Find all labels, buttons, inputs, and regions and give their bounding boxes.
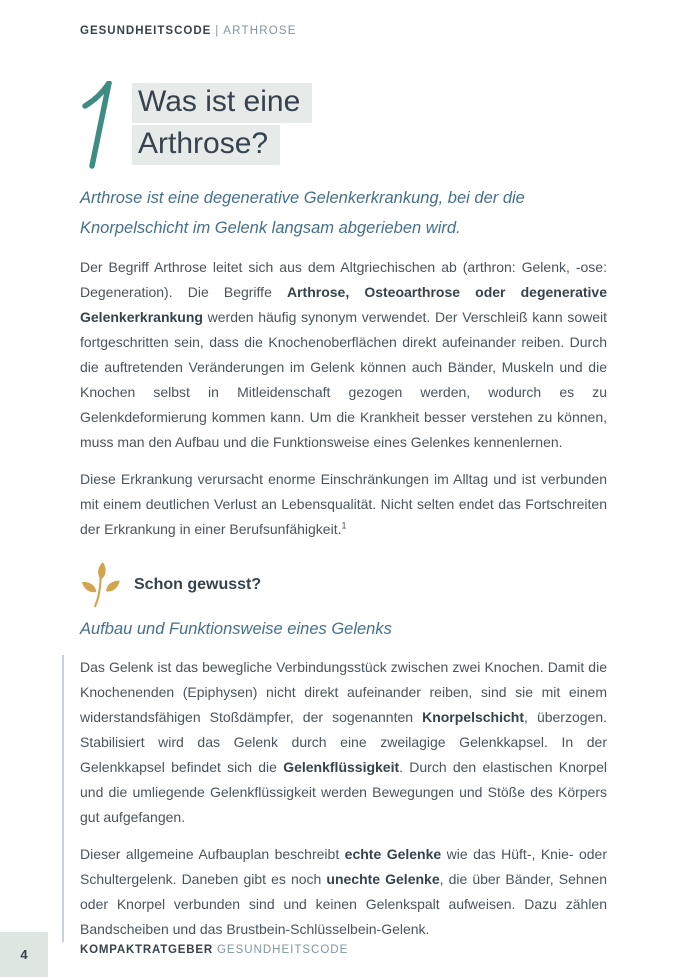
running-footer-brand: KOMPAKTRATGEBER (80, 944, 213, 956)
chapter-title-line-1: Was ist eine (132, 83, 312, 123)
intro-section (80, 255, 607, 542)
chapter-title-line-2: Arthrose? (132, 125, 280, 165)
running-header-brand: GESUNDHEITSCODE (80, 25, 212, 37)
section-subheading: Aufbau und Funktionsweise eines Gelenks (80, 620, 392, 638)
page-number: 4 (20, 947, 28, 962)
running-header-separator: | (215, 25, 220, 37)
running-header (80, 25, 607, 37)
paragraph-intro-1: Der Begriff Arthrose leitet sich aus dem Altgriechischen ab (arthron: Gelenk, -ose: Degeneration). Die Begriffe Arthrose, Osteoarthrose oder degenerative Gelenkerkrankung werden häufig synonym verwendet. Der Verschleiß kann soweit fortgeschritten sein, dass die Knochenoberflächen direkt aufeinander reiben. Durch die auftretenden Veränderungen im Gelenk können auch Bänder, Muskeln und die Knochen selbst in Mitleidenschaft gezogen werden, wodurch es zu Gelenkdeformierung kommen kann. Um die Krankheit besser verstehen zu können, muss man den Aufbau und die Funktionsweise eines Gelenkes kennenlernen. (80, 259, 607, 450)
chapter-title (138, 81, 312, 169)
running-footer-series: GESUNDHEITSCODE (216, 944, 349, 956)
paragraph-info-2: Dieser allgemeine Aufbauplan beschreibt echte Gelenke wie das Hüft-, Knie- oder Schultergelenk. Daneben gibt es noch unechte Gelenke, die über Bänder, Sehnen oder Knorpel verbunden sind und keinen Gelenkspalt aufweisen. Dazu zählen Bandscheiben und das Brustbein-Schlüsselbein-Gelenk. (80, 846, 607, 937)
running-header-section: ARTHROSE (223, 25, 297, 37)
info-block (62, 655, 607, 942)
did-you-know-label: Schon gewusst? (134, 576, 262, 593)
did-you-know-header (80, 562, 607, 608)
chapter-lede: Arthrose ist eine degenerative Gelenkerkrankung, bei der die Knorpelschicht im Gelenk langsam abgerieben wird. (80, 189, 525, 237)
paragraph-intro-2: Diese Erkrankung verursacht enorme Einschränkungen im Alltag und ist verbunden mit einem deutlichen Verlust an Lebensqualität. Nicht selten endet das Fortschreiten der Erkrankung in einer Berufsunfähigkeit.$^1$ (80, 471, 607, 537)
running-footer (80, 944, 348, 956)
page-number-box (0, 932, 48, 977)
leaf-sprig-icon (80, 562, 122, 608)
chapter-number-glyph (80, 81, 122, 169)
chapter-heading (80, 81, 607, 169)
paragraph-info-1: Das Gelenk ist das bewegliche Verbindungsstück zwischen zwei Knochen. Damit die Knochenenden (Epiphysen) nicht direkt aufeinander reiben, sind sie mit einem widerstandsfähigen Stoßdämpfer, der sogenannten Knorpelschicht, überzogen. Stabilisiert wird das Gelenk durch eine zweilagige Gelenkkapsel. In der Gelenkkapsel befindet sich die Gelenkflüssigkeit. Durch den elastischen Knorpel und die umliegende Gelenkflüssigkeit werden Bewegungen und Stöße des Körpers gut aufgefangen. (80, 659, 607, 825)
